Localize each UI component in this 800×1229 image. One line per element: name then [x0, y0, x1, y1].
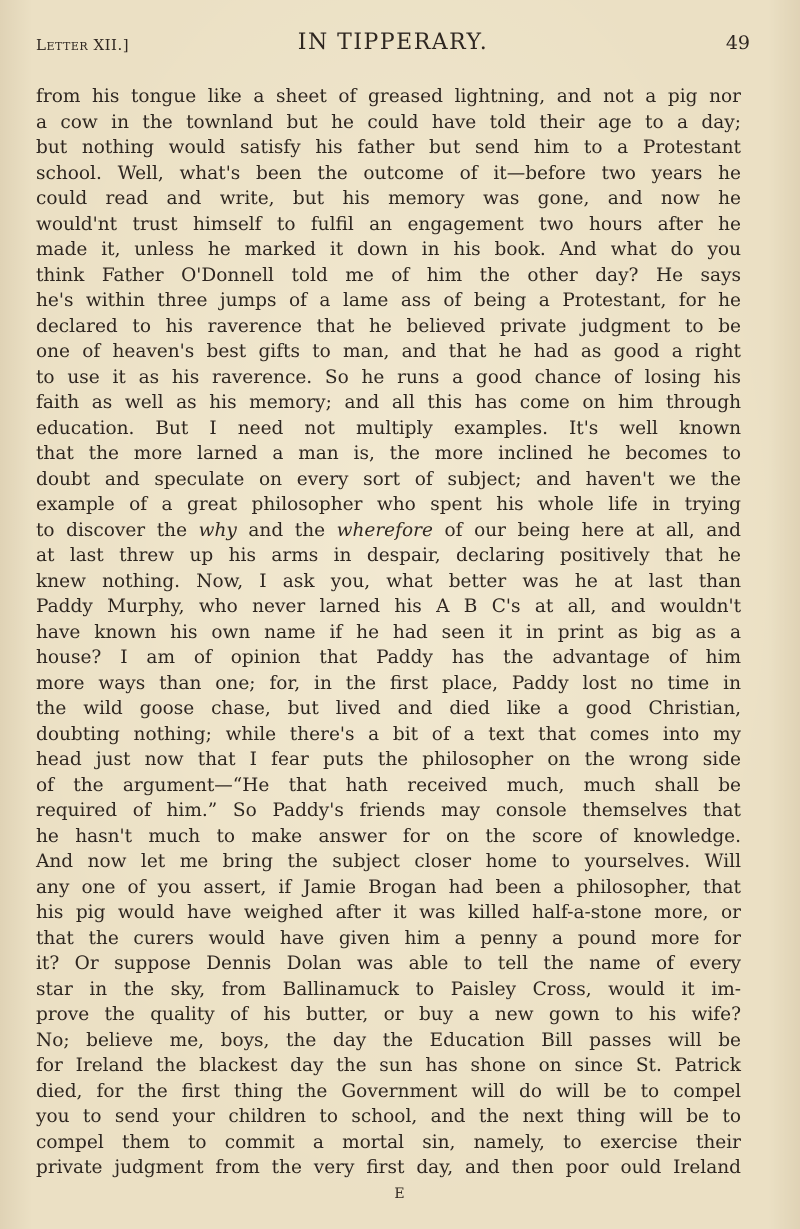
page-header	[36, 30, 750, 64]
text-line: doubting nothing; while there's a bit of a text that comes into my	[36, 723, 741, 745]
text-line: required of him.” So Paddy's friends may console themselves that	[36, 800, 741, 821]
text-line: his pig would have weighed after it was killed half-a-stone more, or	[36, 902, 741, 923]
text-line: a cow in the townland but he could have told their age to a day;	[36, 111, 741, 133]
text-line: Paddy Murphy, who never larned his A B C's at all, and wouldn't	[36, 596, 741, 617]
running-title: IN TIPPERARY.	[297, 30, 489, 55]
text-line: from his tongue like a sheet of greased lightning, and not a pig nor	[36, 86, 741, 107]
text-line: it? Or suppose Dennis Dolan was able to tell the name of every	[36, 953, 741, 974]
text-line: one of heaven's best gifts to man, and that he had as good a right	[36, 341, 741, 362]
text-line: he hasn't much to make answer for on the score of knowledge.	[36, 825, 741, 847]
text-line: to discover the why and the wherefore of our being here at all, and	[36, 519, 741, 541]
text-line: died, for the first thing the Government will do will be to compel	[36, 1080, 741, 1102]
text-line: think Father O'Donnell told me of him the other day? He says	[36, 264, 741, 286]
text-line: for Ireland the blackest day the sun has shone on since St. Patrick	[36, 1055, 741, 1076]
text-line: the wild goose chase, but lived and died like a good Christian,	[36, 698, 741, 719]
text-line: private judgment from the very first day, and then poor ould Ireland	[36, 1157, 741, 1178]
text-line: to use it as his raverence. So he runs a good chance of losing his	[36, 366, 741, 388]
text-line: star in the sky, from Ballinamuck to Paisley Cross, would it im-	[36, 978, 741, 1000]
text-line: any one of you assert, if Jamie Brogan had been a philosopher, that	[36, 876, 741, 898]
text-line: head just now that I fear puts the philosopher on the wrong side	[36, 749, 741, 770]
text-line: would'nt trust himself to fulfil an engagement two hours after he	[36, 213, 741, 235]
text-line: house? I am of opinion that Paddy has the advantage of him	[36, 647, 741, 668]
text-line: compel them to commit a mortal sin, namely, to exercise their	[36, 1131, 741, 1153]
text-line: but nothing would satisfy his father but send him to a Protestant	[36, 137, 741, 158]
text-line: example of a great philosopher who spent his whole life in trying	[36, 494, 741, 515]
text-line: more ways than one; for, in the first place, Paddy lost no time in	[36, 672, 741, 694]
text-line: of the argument—“He that hath received much, much shall be	[36, 774, 741, 796]
text-line: doubt and speculate on every sort of subject; and haven't we the	[36, 468, 741, 490]
text-line: could read and write, but his memory was gone, and now he	[36, 188, 741, 209]
text-line: you to send your children to school, and the next thing will be to	[36, 1106, 741, 1127]
text-line: prove the quality of his butter, or buy a new gown to his wife?	[36, 1004, 741, 1025]
text-line: And now let me bring the subject closer home to yourselves. Will	[36, 851, 741, 872]
text-line: he's within three jumps of a lame ass of being a Protestant, for he	[36, 290, 741, 311]
text-line: knew nothing. Now, I ask you, what better was he at last than	[36, 570, 741, 592]
signature-mark: E	[394, 1186, 406, 1202]
text-line: school. Well, what's been the outcome of it—before two years he	[36, 162, 741, 184]
body-text	[36, 84, 741, 1181]
text-line: made it, unless he marked it down in his book. And what do you	[36, 239, 741, 260]
page-number: 49	[725, 32, 750, 54]
text-line: at last threw up his arms in despair, declaring positively that he	[36, 545, 741, 566]
text-line: that the more larned a man is, the more inclined he becomes to	[36, 443, 741, 464]
chapter-reference: Letter XII.]	[36, 36, 130, 54]
text-line: education. But I need not multiply examples. It's well known	[36, 417, 741, 439]
text-line: declared to his raverence that he believed private judgment to be	[36, 315, 741, 337]
text-line: faith as well as his memory; and all this has come on him through	[36, 392, 741, 413]
text-line: have known his own name if he had seen it in print as big as a	[36, 621, 741, 643]
text-line: that the curers would have given him a penny a pound more for	[36, 927, 741, 949]
text-line: No; believe me, boys, the day the Education Bill passes will be	[36, 1029, 741, 1051]
